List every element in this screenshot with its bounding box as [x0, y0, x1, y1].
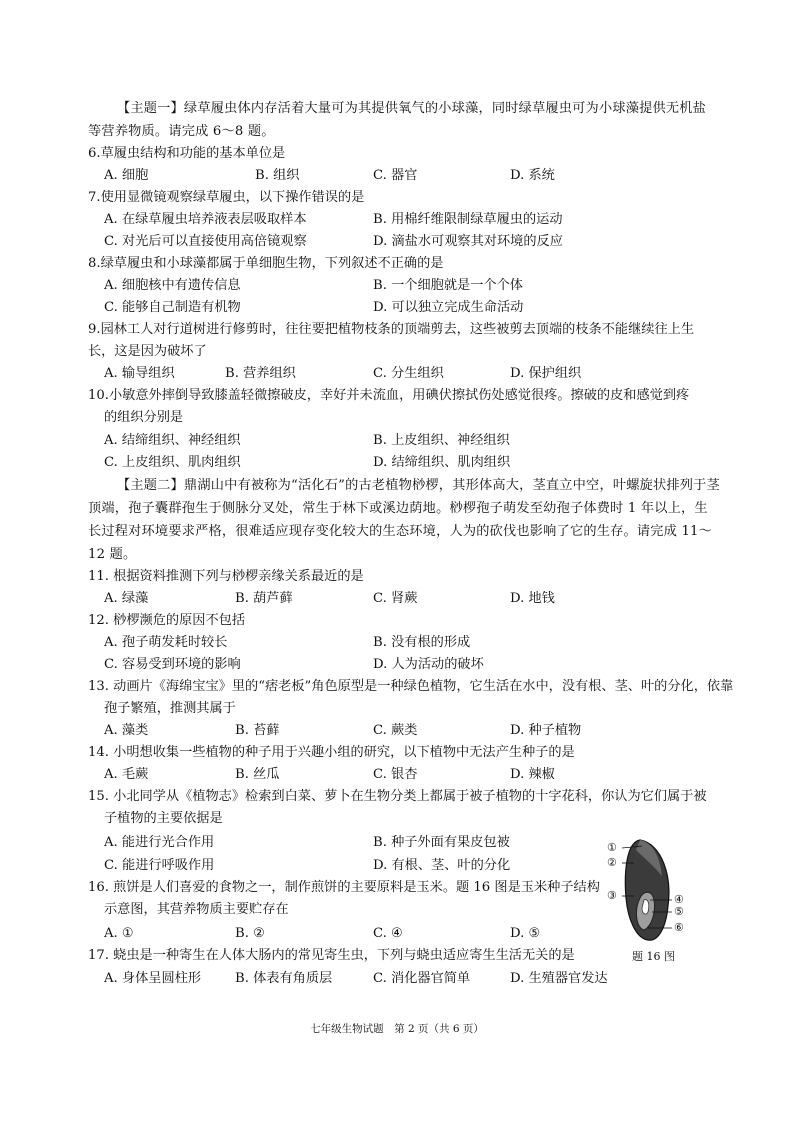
question-11: 11. 根据资料推测下列与桫椤亲缘关系最近的是: [88, 569, 364, 584]
option-8c: C. 能够自己制造有机物: [104, 300, 241, 315]
theme1-line1: 【主题一】绿草履虫体内存活着大量可为其提供氧气的小球藻，同时绿草履虫可为小球藻提供无机盐: [117, 101, 707, 116]
question-12: 12. 桫椤濒危的原因不包括: [88, 613, 246, 628]
option-12d: D. 人为活动的破坏: [373, 657, 484, 672]
option-16b: B. ②: [235, 926, 265, 941]
figure-caption: 题 16 图: [632, 950, 675, 963]
option-11d: D. 地钱: [510, 591, 555, 606]
question-8: 8.绿草履虫和小球藻都属于单细胞生物，下列叙述不正确的是: [88, 256, 444, 271]
option-13c: C. 蕨类: [373, 723, 418, 738]
question-10-line1: 10.小敏意外摔倒导致膝盖轻微擦破皮，幸好并未流血，用碘伏擦拭伤处感觉很疼。擦破的皮和感觉到疼: [88, 388, 690, 403]
theme1-line2: 等营养物质。请完成 6～8 题。: [88, 124, 275, 139]
option-6d: D. 系统: [510, 168, 555, 183]
question-10-line2: 的组织分别是: [104, 410, 184, 425]
page-footer: 七年级生物试题 第 2 页（共 6 页）: [310, 1023, 484, 1035]
option-6c: C. 器官: [373, 168, 418, 183]
option-11a: A. 绿藻: [104, 591, 149, 606]
option-6b: B. 组织: [255, 168, 300, 183]
option-15c: C. 能进行呼吸作用: [104, 858, 215, 873]
option-9a: A. 输导组织: [104, 366, 175, 381]
option-14c: C. 银杏: [373, 767, 418, 782]
option-8b: B. 一个细胞就是一个个体: [373, 278, 523, 293]
figure-label-3: ③: [607, 889, 617, 902]
option-12c: C. 容易受到环境的影响: [104, 657, 241, 672]
option-9b: B. 营养组织: [225, 366, 296, 381]
question-7: 7.使用显微镜观察绿草履虫，以下操作错误的是: [88, 190, 365, 205]
option-9d: D. 保护组织: [510, 366, 582, 381]
option-17a: A. 身体呈圆柱形: [104, 971, 202, 986]
question-9-line1: 9.园林工人对行道树进行修剪时，往往要把植物枝条的顶端剪去，这些被剪去顶端的枝条不能继续往上生: [88, 322, 695, 337]
option-14d: D. 辣椒: [510, 767, 555, 782]
option-7d: D. 滴盐水可观察其对环境的反应: [373, 234, 563, 249]
option-13a: A. 藻类: [104, 723, 149, 738]
figure-label-1: ①: [607, 841, 617, 854]
option-17c: C. 消化器官简单: [373, 971, 471, 986]
question-15-line1: 15. 小北同学从《植物志》检索到白菜、萝卜在生物分类上都属于被子植物的十字花科，你认为它们属于被: [88, 789, 707, 804]
theme2-line4: 12 题。: [88, 547, 137, 562]
option-14a: A. 毛蕨: [104, 767, 149, 782]
option-15b: B. 种子外面有果皮包被: [373, 835, 510, 850]
figure-label-5: ⑤: [674, 905, 684, 918]
option-14b: B. 丝瓜: [235, 767, 280, 782]
question-17: 17. 蛲虫是一种寄生在人体大肠内的常见寄生虫，下列与蛲虫适应寄生生活无关的是: [88, 948, 575, 963]
theme2-line1: 【主题二】鼎湖山中有被称为“活化石”的古老植物桫椤，其形体高大，茎直立中空，叶螺旋状排列于茎: [117, 478, 720, 493]
option-13d: D. 种子植物: [510, 723, 582, 738]
option-15d: D. 有根、茎、叶的分化: [373, 858, 511, 873]
option-10a: A. 结缔组织、神经组织: [104, 433, 241, 448]
theme2-line2: 顶端，孢子囊群孢生于侧脉分叉处，常生于林下或溪边荫地。桫椤孢子萌发至幼孢子体费时 1 年以上，生: [88, 501, 708, 516]
option-12a: A. 孢子萌发耗时较长: [104, 635, 228, 650]
option-12b: B. 没有根的形成: [373, 635, 471, 650]
question-16-line1: 16. 煎饼是人们喜爱的食物之一，制作煎饼的主要原料是玉米。题 16 图是玉米种子结构: [88, 880, 600, 895]
option-7c: C. 对光后可以直接使用高倍镜观察: [104, 234, 307, 249]
figure-label-6: ⑥: [674, 921, 684, 934]
question-13-line1: 13. 动画片《海绵宝宝》里的“痞老板”角色原型是一种绿色植物，它生活在水中，没有根、茎、叶的分化，依靠: [88, 679, 734, 694]
option-17d: D. 生殖器官发达: [510, 971, 608, 986]
option-11b: B. 葫芦藓: [235, 591, 293, 606]
option-6a: A. 细胞: [104, 168, 149, 183]
figure-label-4: ④: [674, 893, 684, 906]
question-13-line2: 孢子繁殖，推测其属于: [104, 701, 236, 716]
option-16d: D. ⑤: [510, 926, 541, 941]
option-10d: D. 结缔组织、肌肉组织: [373, 455, 511, 470]
question-6: 6.草履虫结构和功能的基本单位是: [88, 146, 286, 161]
question-9-line2: 长，这是因为破坏了: [88, 344, 207, 359]
question-16-line2: 示意图，其营养物质主要贮存在: [104, 902, 289, 917]
option-17b: B. 体表有角质层: [235, 971, 333, 986]
option-10b: B. 上皮组织、神经组织: [373, 433, 510, 448]
option-16c: C. ④: [373, 926, 403, 941]
figure-label-2: ②: [607, 856, 617, 869]
option-8d: D. 可以独立完成生命活动: [373, 300, 524, 315]
question-14: 14. 小明想收集一些植物的种子用于兴趣小组的研究，以下植物中无法产生种子的是: [88, 745, 575, 760]
option-7b: B. 用棉纤维限制绿草履虫的运动: [373, 212, 563, 227]
option-7a: A. 在绿草履虫培养液表层吸取样本: [104, 212, 307, 227]
option-13b: B. 苔藓: [235, 723, 280, 738]
option-11c: C. 肾蕨: [373, 591, 418, 606]
option-8a: A. 细胞核中有遗传信息: [104, 278, 241, 293]
question-15-line2: 子植物的主要依据是: [104, 811, 223, 826]
option-10c: C. 上皮组织、肌肉组织: [104, 455, 241, 470]
option-15a: A. 能进行光合作用: [104, 835, 215, 850]
option-9c: C. 分生组织: [373, 366, 444, 381]
theme2-line3: 长过程对环境要求严格，很难适应现存变化较大的生态环境，人为的砍伐也影响了它的生存。请完成 11～: [88, 524, 713, 539]
option-16a: A. ①: [104, 926, 134, 941]
